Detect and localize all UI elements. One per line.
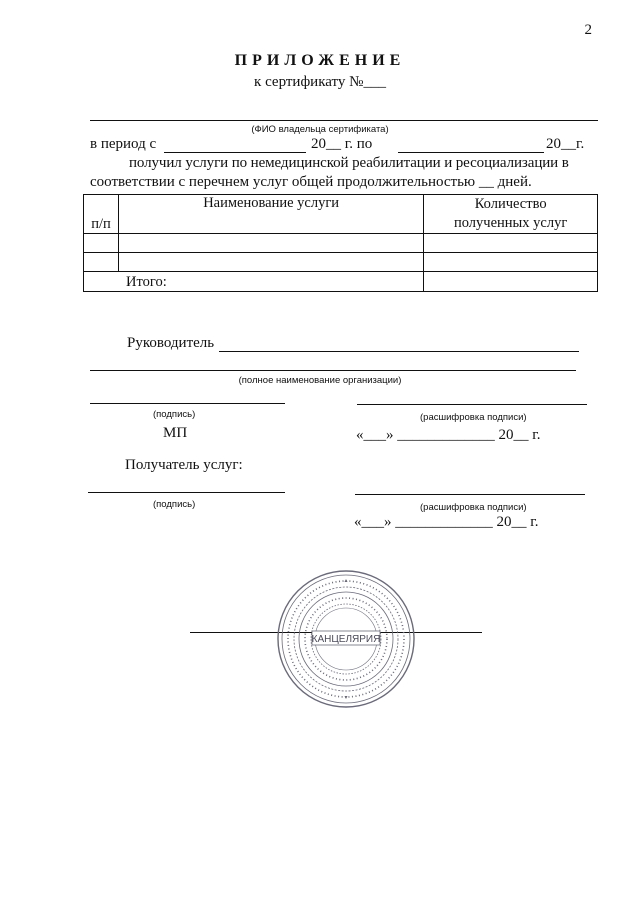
paragraph-line1: получил услуги по немедицинской реабилитации и ресоциализации в <box>129 155 569 171</box>
table-cell <box>84 253 119 272</box>
page-number: 2 <box>584 22 592 38</box>
table-cell <box>424 253 598 272</box>
recipient-decode-line <box>355 494 585 495</box>
head-signature-line <box>90 403 285 404</box>
head-date: «___» _____________ 20__ г. <box>356 427 541 443</box>
table-cell <box>118 253 423 272</box>
head-signature-caption: (подпись) <box>153 409 196 420</box>
org-caption: (полное наименование организации) <box>238 375 402 386</box>
org-name-line <box>90 370 576 371</box>
col-qty-header-line1: Количество <box>474 196 547 212</box>
col-num-header: п/п <box>84 195 119 234</box>
head-decode-line <box>357 404 587 405</box>
total-label: Итого: <box>84 272 424 292</box>
period-year2: 20__г. <box>546 136 585 152</box>
services-table <box>83 194 598 292</box>
recipient-label: Получатель услуг: <box>125 457 243 473</box>
period-start-line <box>164 152 306 153</box>
table-row <box>84 234 598 253</box>
table-row <box>84 253 598 272</box>
table-cell <box>84 234 119 253</box>
official-stamp-icon <box>276 569 416 709</box>
seal-label: МП <box>163 425 188 441</box>
table-total-row <box>84 272 598 292</box>
period-year1: 20__ г. по <box>311 136 373 152</box>
col-qty-header <box>424 195 598 234</box>
recipient-signature-line <box>88 492 285 493</box>
head-name-line <box>219 351 579 352</box>
table-cell <box>424 234 598 253</box>
period-prefix: в период с <box>90 136 157 152</box>
page-title: ПРИЛОЖЕНИЕ <box>234 52 406 69</box>
table-cell <box>118 234 423 253</box>
head-label: Руководитель <box>127 335 215 351</box>
recipient-date: «___» _____________ 20__ г. <box>354 514 539 530</box>
owner-name-line <box>90 120 598 121</box>
owner-caption: (ФИО владельца сертификата) <box>251 124 389 135</box>
page-subtitle: к сертификату №___ <box>254 74 386 90</box>
stamp-center-text: КАНЦЕЛЯРИЯ <box>311 634 381 645</box>
period-end-line <box>398 152 544 153</box>
paragraph-line2: соответствии с перечнем услуг общей продолжительностью __ дней. <box>90 174 532 190</box>
col-qty-header-line2: полученных услуг <box>453 215 568 231</box>
recipient-signature-caption: (подпись) <box>153 499 196 510</box>
total-value-cell <box>424 272 598 292</box>
table-header-row <box>84 195 598 234</box>
col-name-header: Наименование услуги <box>118 195 423 234</box>
recipient-decode-caption: (расшифровка подписи) <box>420 502 527 513</box>
head-decode-caption: (расшифровка подписи) <box>420 412 527 423</box>
